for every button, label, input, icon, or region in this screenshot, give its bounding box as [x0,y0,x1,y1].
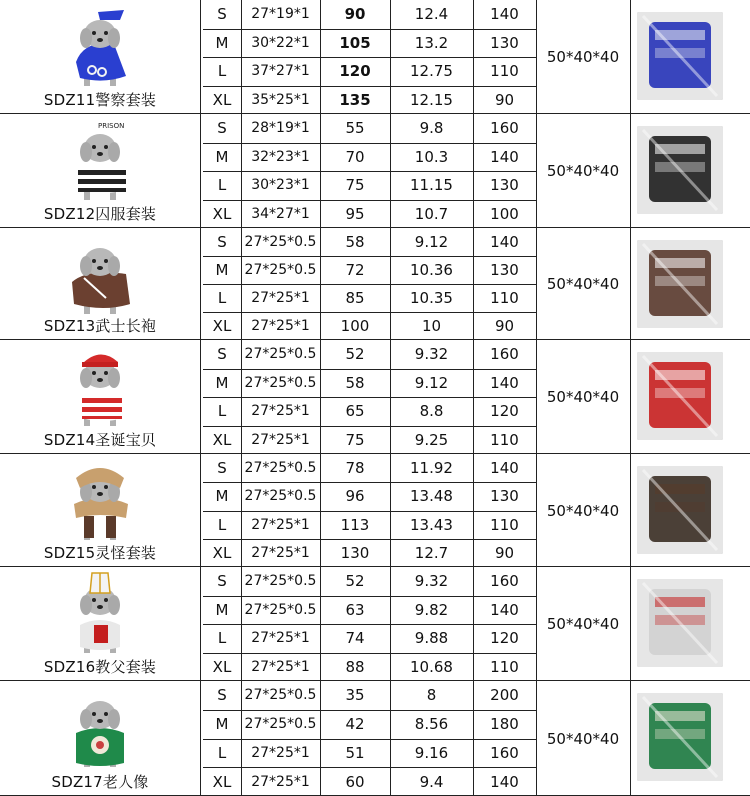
size-label: XL [212,317,232,335]
size-label: M [215,147,229,166]
dimensions-value: 28*19*1 [251,120,310,137]
row-divider [203,397,536,398]
carton-size: 50*40*40 [546,162,620,180]
dimensions-value: 27*25*0.5 [244,687,317,704]
size-label: L [217,515,227,534]
size-label: M [215,33,229,52]
quantity-value: 130 [490,176,519,195]
carton-size: 50*40*40 [546,615,620,633]
row-divider [203,200,536,201]
quantity-value: 110 [490,657,519,676]
gross-weight-value: 9.12 [414,233,449,251]
size-label: S [217,459,227,478]
dog-costume-photo [54,232,146,318]
dimensions-value: 27*25*1 [251,773,310,790]
product-cell [0,567,200,681]
size-label: L [217,289,227,307]
size-label: L [217,62,227,81]
size-row [203,312,536,340]
weight-value: 120 [339,62,371,81]
quantity-value: 160 [490,119,519,138]
size-label: XL [212,204,232,223]
gross-weight-value: 9.32 [414,345,449,364]
product-cell [0,0,200,114]
dimensions-value: 27*25*0.5 [244,601,317,618]
quantity-value: 110 [490,515,519,534]
dimensions-value: 27*25*0.5 [244,262,317,278]
quantity-value: 130 [490,487,519,506]
size-row [203,143,536,172]
size-row [203,228,536,256]
gross-weight-value: 9.82 [414,600,449,619]
gross-weight-value: 13.48 [410,487,453,506]
gross-weight-value: 10.36 [410,261,453,279]
size-label: S [217,5,227,24]
weight-value: 96 [345,487,365,506]
quantity-value: 140 [490,147,519,166]
weight-value: 85 [345,289,365,307]
gross-weight-value: 9.8 [419,119,444,138]
row-divider [203,284,536,285]
quantity-value: 140 [490,600,519,619]
quantity-value: 160 [490,743,519,762]
size-row [203,539,536,567]
row-divider [203,596,536,597]
size-row [203,284,536,312]
size-row [203,29,536,58]
column-divider [200,0,201,796]
package-photo [637,12,723,100]
column-divider [320,0,321,796]
weight-value: 63 [345,600,365,619]
weight-value: 65 [345,402,365,421]
dog-costume-photo [54,685,146,771]
dimensions-value: 30*22*1 [251,34,310,51]
weight-value: 75 [345,176,365,195]
row-divider [203,739,536,740]
weight-value: 52 [345,572,365,591]
dimensions-value: 27*25*0.5 [244,716,317,733]
gross-weight-value: 8 [426,686,437,705]
quantity-value: 160 [490,572,519,591]
size-label: L [217,402,227,421]
weight-value: 72 [345,261,365,279]
size-row [203,171,536,200]
dog-costume-photo [54,571,146,657]
package-photo [637,352,723,440]
size-table [203,340,536,454]
package-cell [630,454,750,567]
row-divider [203,86,536,87]
product-name: SDZ17老人像 [51,773,149,791]
weight-value: 78 [345,459,365,478]
carton-size: 50*40*40 [546,388,620,406]
carton-size: 50*40*40 [546,729,620,748]
dimensions-value: 27*25*0.5 [244,460,317,477]
size-row [203,624,536,653]
quantity-value: 120 [490,402,519,421]
dimensions-value: 27*25*1 [251,630,310,647]
product-name: SDZ12囚服套装 [43,205,157,223]
dog-costume-photo [54,344,146,430]
dimensions-value: 30*23*1 [251,177,310,194]
dimensions-value: 37*27*1 [251,63,310,80]
column-divider [473,0,474,796]
package-cell [630,114,750,228]
size-label: S [217,233,227,251]
size-row [203,454,536,482]
column-divider [536,0,537,796]
gross-weight-value: 10 [421,317,442,335]
gross-weight-value: 12.4 [414,5,449,24]
carton-size: 50*40*40 [546,48,620,66]
gross-weight-value: 10.3 [414,147,449,166]
product-row [0,114,750,228]
weight-value: 113 [340,515,370,534]
weight-value: 42 [345,715,365,734]
gross-weight-value: 10.68 [410,657,453,676]
quantity-value: 90 [494,317,515,335]
size-label: M [215,715,229,734]
size-row [203,256,536,284]
size-row [203,767,536,796]
dog-costume-photo [54,118,146,204]
row-divider [203,312,536,313]
row-divider [203,653,536,654]
row-divider [203,426,536,427]
gross-weight-value: 9.25 [414,430,449,449]
package-cell [630,567,750,681]
package-photo [637,126,723,214]
weight-value: 55 [345,119,365,138]
dimensions-value: 27*25*1 [251,516,310,533]
size-label: XL [212,657,232,676]
gross-weight-value: 9.88 [414,629,449,648]
product-name: SDZ15灵怪套装 [43,544,157,562]
package-cell [630,228,750,340]
row-divider [203,539,536,540]
size-row [203,200,536,229]
quantity-value: 110 [490,62,519,81]
size-label: S [217,345,227,364]
quantity-value: 140 [490,5,519,24]
dimensions-value: 27*25*0.5 [244,374,317,391]
gross-weight-value: 9.4 [419,772,444,791]
dimensions-value: 27*25*1 [251,744,310,761]
quantity-value: 200 [490,686,519,705]
size-row [203,0,536,29]
size-label: XL [212,90,232,109]
svg-text:PRISON: PRISON [98,122,125,130]
size-row [203,426,536,455]
size-table [203,567,536,681]
dimensions-value: 27*25*1 [251,431,310,448]
dimensions-value: 32*23*1 [251,148,310,165]
gross-weight-value: 10.7 [414,204,449,223]
quantity-value: 140 [490,373,519,392]
dimensions-value: 27*25*0.5 [244,234,317,250]
gross-weight-value: 8.8 [419,402,444,421]
weight-value: 90 [344,5,366,24]
product-row [0,0,750,114]
dimensions-value: 35*25*1 [251,91,310,108]
row-divider [203,511,536,512]
dog-costume-photo [54,458,146,544]
column-divider [630,0,631,796]
gross-weight-value: 13.43 [410,515,453,534]
size-row [203,681,536,710]
size-table [203,228,536,340]
weight-value: 58 [345,373,365,392]
column-divider [241,0,242,796]
quantity-value: 90 [494,543,515,562]
size-label: XL [212,430,232,449]
size-row [203,739,536,768]
size-label: S [217,119,227,138]
size-row [203,567,536,596]
size-label: XL [212,772,232,791]
size-row [203,86,536,115]
gross-weight-value: 10.35 [410,289,453,307]
gross-weight-value: 8.56 [414,715,449,734]
product-cell [0,114,200,228]
quantity-value: 140 [490,772,519,791]
dimensions-value: 27*25*0.5 [244,346,317,363]
dimensions-value: 27*25*1 [251,658,310,675]
dimensions-value: 27*19*1 [251,6,310,23]
size-label: L [217,629,227,648]
size-label: L [217,176,227,195]
size-row [203,397,536,426]
product-cell [0,228,200,340]
product-row [0,454,750,567]
size-row [203,511,536,539]
product-row [0,567,750,681]
weight-value: 52 [345,345,365,364]
row-divider [203,369,536,370]
quantity-value: 100 [490,204,519,223]
weight-value: 130 [340,543,370,562]
weight-value: 35 [345,686,365,705]
gross-weight-value: 12.15 [410,90,453,109]
weight-value: 95 [345,204,365,223]
weight-value: 135 [339,90,371,109]
quantity-value: 90 [494,90,515,109]
dimensions-value: 27*25*1 [251,290,310,306]
dimensions-value: 27*25*0.5 [244,573,317,590]
gross-weight-value: 12.75 [410,62,453,81]
size-label: M [215,373,229,392]
size-row [203,57,536,86]
product-name: SDZ13武士长袍 [43,317,157,335]
size-label: S [217,686,227,705]
weight-value: 74 [345,629,365,648]
size-row [203,340,536,369]
row-divider [203,143,536,144]
weight-value: 75 [345,430,365,449]
size-row [203,482,536,510]
quantity-value: 130 [490,261,519,279]
product-row [0,340,750,454]
quantity-value: 130 [490,33,519,52]
carton-size: 50*40*40 [546,275,620,293]
quantity-value: 110 [490,430,519,449]
size-row [203,369,536,398]
dimensions-value: 27*25*1 [251,544,310,561]
package-cell [630,0,750,114]
row-divider [203,29,536,30]
size-label: M [215,487,229,506]
size-label: M [215,261,229,279]
quantity-value: 140 [490,459,519,478]
size-label: XL [212,543,232,562]
gross-weight-value: 11.92 [410,459,453,478]
quantity-value: 110 [490,289,519,307]
size-table [203,114,536,228]
row-divider [203,57,536,58]
gross-weight-value: 9.12 [414,373,449,392]
quantity-value: 120 [490,629,519,648]
carton-size: 50*40*40 [546,501,620,520]
package-photo [637,579,723,667]
row-divider [203,767,536,768]
row-divider [203,710,536,711]
column-divider [390,0,391,796]
gross-weight-value: 12.7 [414,543,449,562]
size-row [203,710,536,739]
size-label: L [217,743,227,762]
quantity-value: 180 [490,715,519,734]
product-row [0,681,750,796]
product-name: SDZ14圣诞宝贝 [43,431,157,449]
package-photo [637,466,723,554]
dimensions-value: 27*25*1 [251,318,310,334]
quantity-value: 160 [490,345,519,364]
dog-costume-photo [54,4,146,90]
weight-value: 58 [345,233,365,251]
package-cell [630,340,750,454]
weight-value: 70 [345,147,365,166]
gross-weight-value: 13.2 [414,33,449,52]
size-row [203,653,536,682]
product-cell [0,454,200,567]
row-divider [203,171,536,172]
size-table [203,0,536,114]
package-photo [637,693,723,781]
size-label: M [215,600,229,619]
product-row [0,228,750,340]
row-divider [203,482,536,483]
weight-value: 100 [340,317,370,335]
weight-value: 105 [339,33,371,52]
size-table [203,454,536,567]
weight-value: 60 [345,772,365,791]
product-name: SDZ11警察套装 [43,91,157,109]
size-row [203,114,536,143]
dimensions-value: 27*25*1 [251,403,310,420]
package-cell [630,681,750,796]
size-table [203,681,536,796]
gross-weight-value: 9.16 [414,743,449,762]
product-name: SDZ16教父套装 [43,658,157,676]
weight-value: 51 [345,743,365,762]
gross-weight-value: 11.15 [410,176,453,195]
gross-weight-value: 9.32 [414,572,449,591]
size-row [203,596,536,625]
package-photo [637,240,723,328]
product-cell [0,340,200,454]
dimensions-value: 34*27*1 [251,205,310,222]
product-cell [0,681,200,796]
dimensions-value: 27*25*0.5 [244,488,317,505]
weight-value: 88 [345,657,365,676]
row-divider [203,256,536,257]
size-label: S [217,572,227,591]
quantity-value: 140 [490,233,519,251]
row-divider [203,624,536,625]
